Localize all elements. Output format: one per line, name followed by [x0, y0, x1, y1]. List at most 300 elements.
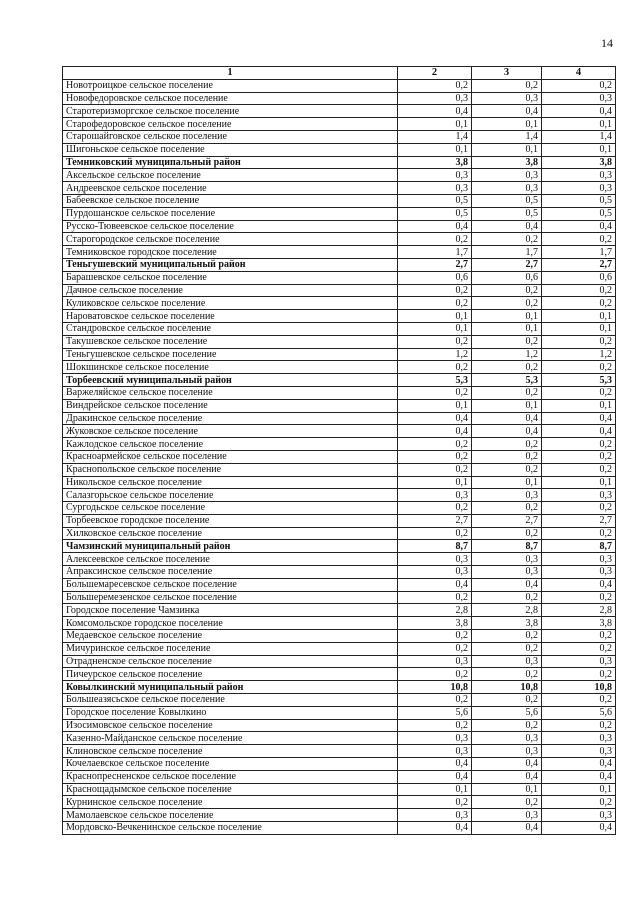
cell-value-2: 0,4 [398, 425, 472, 438]
cell-value-3: 0,1 [472, 143, 542, 156]
cell-value-4: 1,4 [542, 130, 616, 143]
cell-value-3: 0,2 [472, 642, 542, 655]
cell-value-2: 0,2 [398, 335, 472, 348]
cell-name: Мамолаевское сельское поселение [63, 809, 398, 822]
cell-value-2: 0,2 [398, 233, 472, 246]
table-row [63, 796, 616, 809]
table-row [63, 233, 616, 246]
cell-value-4: 0,1 [542, 310, 616, 323]
cell-value-2: 0,2 [398, 297, 472, 310]
cell-name: Русско-Тювеевское сельское поселение [63, 220, 398, 233]
district-row [63, 681, 616, 694]
table-row [63, 92, 616, 105]
cell-value-3: 10,8 [472, 681, 542, 694]
cell-value-4: 5,6 [542, 706, 616, 719]
cell-name: Стандровское сельское поселение [63, 322, 398, 335]
column-header-2: 2 [398, 67, 472, 80]
table-header-row [63, 67, 616, 80]
table-row [63, 617, 616, 630]
cell-value-4: 0,2 [542, 386, 616, 399]
cell-value-3: 3,8 [472, 617, 542, 630]
table-row [63, 438, 616, 451]
cell-name: Дачное сельское поселение [63, 284, 398, 297]
cell-name: Мордовско-Вечкенинское сельское поселение [63, 822, 398, 835]
cell-name: Красноармейское сельское поселение [63, 450, 398, 463]
cell-value-4: 0,3 [542, 732, 616, 745]
cell-value-2: 1,7 [398, 246, 472, 259]
cell-name: Изосимовское сельское поселение [63, 719, 398, 732]
cell-value-4: 0,1 [542, 118, 616, 131]
cell-value-2: 0,2 [398, 463, 472, 476]
cell-value-4: 0,2 [542, 642, 616, 655]
table-row [63, 399, 616, 412]
cell-name: Дракинское сельское поселение [63, 412, 398, 425]
table-row [63, 361, 616, 374]
cell-name: Старотеризморгское сельское поселение [63, 105, 398, 118]
cell-name: Темниковский муниципальный район [63, 156, 398, 169]
cell-name: Городское поселение Чамзинка [63, 604, 398, 617]
cell-value-2: 0,1 [398, 310, 472, 323]
cell-value-2: 0,3 [398, 553, 472, 566]
table-row [63, 591, 616, 604]
cell-value-3: 0,1 [472, 322, 542, 335]
cell-name: Новофедоровское сельское поселение [63, 92, 398, 105]
table-row [63, 194, 616, 207]
cell-value-3: 0,1 [472, 783, 542, 796]
table-row [63, 348, 616, 361]
cell-value-4: 0,2 [542, 796, 616, 809]
cell-name: Нароватовское сельское поселение [63, 310, 398, 323]
cell-name: Темниковское городское поселение [63, 246, 398, 259]
cell-name: Шокшинское сельское поселение [63, 361, 398, 374]
cell-value-3: 0,4 [472, 412, 542, 425]
cell-value-2: 0,3 [398, 655, 472, 668]
table-row [63, 310, 616, 323]
column-header-3: 3 [472, 67, 542, 80]
cell-value-2: 0,1 [398, 783, 472, 796]
cell-value-2: 0,2 [398, 284, 472, 297]
cell-value-4: 1,7 [542, 246, 616, 259]
cell-value-4: 3,8 [542, 617, 616, 630]
cell-value-2: 8,7 [398, 540, 472, 553]
cell-value-4: 0,3 [542, 169, 616, 182]
district-row [63, 156, 616, 169]
cell-value-2: 0,3 [398, 182, 472, 195]
cell-value-2: 0,1 [398, 143, 472, 156]
cell-value-2: 3,8 [398, 156, 472, 169]
cell-name: Варжеляйское сельское поселение [63, 386, 398, 399]
cell-name: Отрадненское сельское поселение [63, 655, 398, 668]
cell-value-3: 0,2 [472, 668, 542, 681]
table-row [63, 412, 616, 425]
cell-value-3: 0,4 [472, 822, 542, 835]
table-row [63, 655, 616, 668]
cell-value-4: 0,2 [542, 502, 616, 515]
cell-name: Старофедоровское сельское поселение [63, 118, 398, 131]
cell-value-3: 3,8 [472, 156, 542, 169]
table-row [63, 463, 616, 476]
cell-value-4: 0,2 [542, 284, 616, 297]
cell-name: Краснопольское сельское поселение [63, 463, 398, 476]
cell-value-2: 10,8 [398, 681, 472, 694]
table-row [63, 246, 616, 259]
table-row [63, 822, 616, 835]
table-row [63, 502, 616, 515]
column-header-1: 1 [63, 67, 398, 80]
cell-value-4: 0,2 [542, 719, 616, 732]
table-row [63, 770, 616, 783]
cell-name: Курнинское сельское поселение [63, 796, 398, 809]
cell-value-4: 0,2 [542, 233, 616, 246]
district-row [63, 540, 616, 553]
cell-value-2: 1,2 [398, 348, 472, 361]
cell-value-4: 0,4 [542, 105, 616, 118]
cell-value-3: 0,2 [472, 335, 542, 348]
cell-value-2: 0,2 [398, 719, 472, 732]
cell-value-4: 0,4 [542, 220, 616, 233]
cell-value-2: 0,1 [398, 476, 472, 489]
cell-value-4: 0,2 [542, 361, 616, 374]
cell-value-2: 0,4 [398, 412, 472, 425]
cell-value-4: 0,3 [542, 553, 616, 566]
cell-value-4: 5,3 [542, 374, 616, 387]
column-header-4: 4 [542, 67, 616, 80]
cell-value-3: 0,2 [472, 630, 542, 643]
cell-value-4: 1,2 [542, 348, 616, 361]
cell-name: Большеазясьское сельское поселение [63, 694, 398, 707]
cell-value-3: 0,5 [472, 207, 542, 220]
cell-value-2: 0,2 [398, 361, 472, 374]
cell-value-3: 8,7 [472, 540, 542, 553]
cell-value-2: 0,2 [398, 438, 472, 451]
cell-value-2: 0,5 [398, 207, 472, 220]
cell-value-3: 1,7 [472, 246, 542, 259]
data-table [62, 66, 616, 835]
cell-value-4: 2,7 [542, 258, 616, 271]
cell-value-3: 5,6 [472, 706, 542, 719]
table-row [63, 783, 616, 796]
table-row [63, 578, 616, 591]
cell-value-4: 0,4 [542, 758, 616, 771]
cell-value-2: 0,2 [398, 668, 472, 681]
cell-value-3: 0,2 [472, 450, 542, 463]
cell-value-3: 1,4 [472, 130, 542, 143]
cell-value-4: 0,6 [542, 271, 616, 284]
cell-value-4: 0,3 [542, 809, 616, 822]
cell-value-2: 0,5 [398, 194, 472, 207]
table-row [63, 566, 616, 579]
cell-value-2: 0,3 [398, 809, 472, 822]
cell-value-4: 0,2 [542, 463, 616, 476]
district-row [63, 374, 616, 387]
cell-name: Барашевское сельское поселение [63, 271, 398, 284]
cell-name: Сургодьское сельское поселение [63, 502, 398, 515]
cell-value-3: 0,2 [472, 361, 542, 374]
cell-name: Ковылкинский муниципальный район [63, 681, 398, 694]
cell-value-2: 0,4 [398, 105, 472, 118]
cell-value-3: 0,3 [472, 566, 542, 579]
cell-name: Торбеевский муниципальный район [63, 374, 398, 387]
cell-name: Медаевское сельское поселение [63, 630, 398, 643]
table-row [63, 476, 616, 489]
cell-value-4: 0,1 [542, 476, 616, 489]
table-row [63, 207, 616, 220]
cell-value-2: 2,7 [398, 514, 472, 527]
cell-name: Комсомольское городское поселение [63, 617, 398, 630]
cell-value-3: 0,2 [472, 284, 542, 297]
cell-value-2: 0,3 [398, 489, 472, 502]
cell-value-2: 0,4 [398, 770, 472, 783]
cell-name: Старошайговское сельское поселение [63, 130, 398, 143]
cell-value-2: 0,2 [398, 642, 472, 655]
table-row [63, 809, 616, 822]
cell-name: Новотроицкое сельское поселение [63, 79, 398, 92]
table-row [63, 79, 616, 92]
table-body [63, 79, 616, 834]
cell-value-4: 0,4 [542, 822, 616, 835]
cell-name: Торбеевское городское поселение [63, 514, 398, 527]
cell-name: Кочелаевское сельское поселение [63, 758, 398, 771]
cell-name: Пурдошанское сельское поселение [63, 207, 398, 220]
cell-name: Большемаресевское сельское поселение [63, 578, 398, 591]
cell-value-4: 0,2 [542, 668, 616, 681]
district-row [63, 258, 616, 271]
table-row [63, 284, 616, 297]
cell-value-4: 0,2 [542, 630, 616, 643]
cell-name: Пичеурское сельское поселение [63, 668, 398, 681]
cell-value-3: 0,3 [472, 655, 542, 668]
table-row [63, 386, 616, 399]
cell-value-2: 0,4 [398, 758, 472, 771]
cell-value-4: 2,8 [542, 604, 616, 617]
cell-value-4: 3,8 [542, 156, 616, 169]
cell-value-4: 0,2 [542, 527, 616, 540]
cell-value-3: 0,3 [472, 182, 542, 195]
table-row [63, 105, 616, 118]
cell-value-4: 0,3 [542, 655, 616, 668]
cell-value-4: 0,5 [542, 194, 616, 207]
cell-value-2: 0,2 [398, 502, 472, 515]
cell-value-2: 0,2 [398, 630, 472, 643]
cell-value-4: 0,2 [542, 79, 616, 92]
cell-value-2: 2,8 [398, 604, 472, 617]
cell-value-4: 8,7 [542, 540, 616, 553]
table-row [63, 297, 616, 310]
cell-value-4: 0,1 [542, 322, 616, 335]
table-row [63, 130, 616, 143]
cell-value-3: 0,2 [472, 463, 542, 476]
cell-value-3: 0,2 [472, 796, 542, 809]
cell-value-4: 0,2 [542, 438, 616, 451]
cell-value-3: 1,2 [472, 348, 542, 361]
cell-value-2: 0,2 [398, 796, 472, 809]
cell-value-3: 0,4 [472, 220, 542, 233]
cell-name: Шигоньское сельское поселение [63, 143, 398, 156]
cell-value-4: 0,1 [542, 783, 616, 796]
cell-value-3: 0,2 [472, 502, 542, 515]
cell-value-2: 0,1 [398, 118, 472, 131]
cell-value-3: 0,3 [472, 489, 542, 502]
cell-value-3: 0,1 [472, 310, 542, 323]
cell-value-2: 5,6 [398, 706, 472, 719]
cell-value-3: 0,1 [472, 399, 542, 412]
cell-value-3: 0,2 [472, 527, 542, 540]
table-row [63, 604, 616, 617]
cell-value-2: 0,3 [398, 169, 472, 182]
cell-value-4: 0,2 [542, 297, 616, 310]
cell-name: Городское поселение Ковылкино [63, 706, 398, 719]
table-row [63, 719, 616, 732]
cell-name: Краснощадымское сельское поселение [63, 783, 398, 796]
cell-value-3: 0,4 [472, 425, 542, 438]
table-row [63, 694, 616, 707]
cell-value-3: 2,7 [472, 258, 542, 271]
cell-value-3: 0,2 [472, 233, 542, 246]
table-row [63, 143, 616, 156]
cell-value-3: 0,4 [472, 758, 542, 771]
table-row [63, 335, 616, 348]
cell-value-2: 0,4 [398, 578, 472, 591]
cell-value-4: 0,2 [542, 591, 616, 604]
cell-value-3: 0,2 [472, 591, 542, 604]
cell-value-2: 0,1 [398, 399, 472, 412]
cell-value-2: 0,2 [398, 527, 472, 540]
cell-name: Хилковское сельское поселение [63, 527, 398, 540]
cell-name: Куликовское сельское поселение [63, 297, 398, 310]
table-row [63, 169, 616, 182]
cell-value-2: 2,7 [398, 258, 472, 271]
cell-value-4: 0,4 [542, 425, 616, 438]
cell-value-3: 0,2 [472, 386, 542, 399]
page-number: 14 [601, 36, 613, 50]
cell-name: Клиновское сельское поселение [63, 745, 398, 758]
cell-name: Большеремезенское сельское поселение [63, 591, 398, 604]
cell-name: Краснопресненское сельское поселение [63, 770, 398, 783]
cell-name: Казенно-Майданское сельское поселение [63, 732, 398, 745]
table-row [63, 220, 616, 233]
table-row [63, 745, 616, 758]
cell-value-4: 0,2 [542, 335, 616, 348]
cell-name: Старогородское сельское поселение [63, 233, 398, 246]
cell-name: Чамзинский муниципальный район [63, 540, 398, 553]
cell-value-2: 0,2 [398, 386, 472, 399]
cell-value-3: 0,2 [472, 297, 542, 310]
cell-value-3: 0,2 [472, 438, 542, 451]
cell-value-2: 0,4 [398, 220, 472, 233]
table-row [63, 553, 616, 566]
table-row [63, 425, 616, 438]
cell-value-4: 0,2 [542, 450, 616, 463]
cell-value-2: 0,2 [398, 79, 472, 92]
cell-value-2: 0,3 [398, 745, 472, 758]
cell-name: Никольское сельское поселение [63, 476, 398, 489]
cell-name: Салазгорьское сельское поселение [63, 489, 398, 502]
cell-value-3: 5,3 [472, 374, 542, 387]
cell-value-3: 0,1 [472, 118, 542, 131]
table-row [63, 668, 616, 681]
cell-value-3: 0,3 [472, 732, 542, 745]
table-row [63, 527, 616, 540]
cell-value-2: 3,8 [398, 617, 472, 630]
cell-name: Теньгушевский муниципальный район [63, 258, 398, 271]
cell-value-2: 0,2 [398, 591, 472, 604]
cell-value-3: 0,3 [472, 92, 542, 105]
cell-value-2: 0,3 [398, 732, 472, 745]
cell-name: Андреевское сельское поселение [63, 182, 398, 195]
cell-value-2: 0,3 [398, 566, 472, 579]
cell-name: Алексеевское сельское поселение [63, 553, 398, 566]
cell-value-3: 0,3 [472, 553, 542, 566]
cell-value-3: 0,4 [472, 578, 542, 591]
cell-name: Жуковское сельское поселение [63, 425, 398, 438]
cell-value-2: 0,2 [398, 450, 472, 463]
table-row [63, 450, 616, 463]
cell-value-2: 0,6 [398, 271, 472, 284]
cell-name: Кажлодское сельское поселение [63, 438, 398, 451]
cell-value-3: 0,2 [472, 79, 542, 92]
cell-value-4: 0,4 [542, 770, 616, 783]
cell-value-4: 2,7 [542, 514, 616, 527]
cell-name: Виндрейское сельское поселение [63, 399, 398, 412]
table-row [63, 758, 616, 771]
table-row [63, 489, 616, 502]
cell-value-2: 1,4 [398, 130, 472, 143]
cell-value-3: 0,3 [472, 169, 542, 182]
table-row [63, 271, 616, 284]
cell-value-4: 0,1 [542, 143, 616, 156]
cell-name: Апраксинское сельское поселение [63, 566, 398, 579]
cell-name: Такушевское сельское поселение [63, 335, 398, 348]
cell-value-2: 0,4 [398, 822, 472, 835]
table-row [63, 732, 616, 745]
table-row [63, 322, 616, 335]
cell-value-3: 2,8 [472, 604, 542, 617]
cell-value-3: 0,3 [472, 745, 542, 758]
cell-value-3: 0,6 [472, 271, 542, 284]
cell-name: Аксельское сельское поселение [63, 169, 398, 182]
cell-name: Мичуринское сельское поселение [63, 642, 398, 655]
cell-value-2: 0,1 [398, 322, 472, 335]
cell-value-4: 0,5 [542, 207, 616, 220]
table-row [63, 514, 616, 527]
cell-value-4: 0,3 [542, 745, 616, 758]
cell-value-3: 0,5 [472, 194, 542, 207]
cell-value-4: 0,1 [542, 399, 616, 412]
cell-value-3: 0,2 [472, 719, 542, 732]
cell-value-4: 10,8 [542, 681, 616, 694]
table-row [63, 630, 616, 643]
cell-value-4: 0,3 [542, 92, 616, 105]
cell-value-4: 0,4 [542, 412, 616, 425]
cell-name: Бабеевское сельское поселение [63, 194, 398, 207]
table-row [63, 642, 616, 655]
cell-value-3: 0,4 [472, 105, 542, 118]
table-row [63, 118, 616, 131]
cell-value-4: 0,4 [542, 578, 616, 591]
cell-value-3: 0,3 [472, 809, 542, 822]
cell-value-2: 0,2 [398, 694, 472, 707]
cell-value-3: 0,2 [472, 694, 542, 707]
cell-value-4: 0,3 [542, 182, 616, 195]
cell-value-3: 0,1 [472, 476, 542, 489]
cell-value-2: 5,3 [398, 374, 472, 387]
table-row [63, 706, 616, 719]
cell-value-3: 2,7 [472, 514, 542, 527]
cell-name: Теньгушевское сельское поселение [63, 348, 398, 361]
cell-value-4: 0,3 [542, 489, 616, 502]
cell-value-4: 0,3 [542, 566, 616, 579]
cell-value-2: 0,3 [398, 92, 472, 105]
